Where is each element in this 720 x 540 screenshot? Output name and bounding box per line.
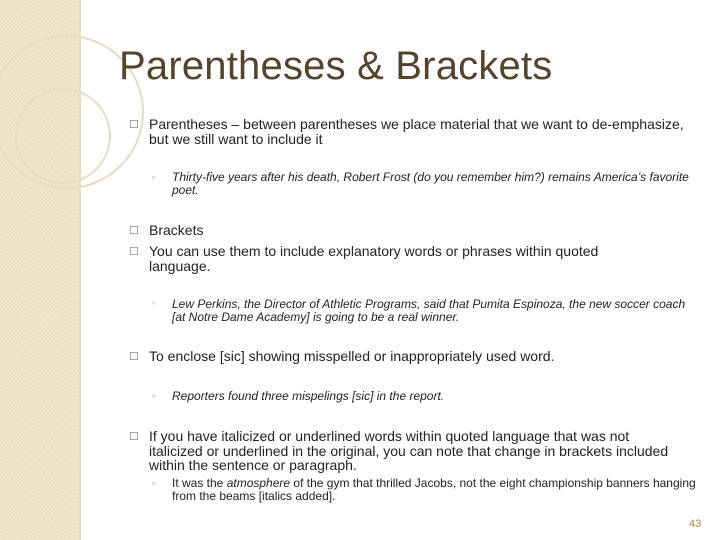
bullet-sic: To enclose [sic] showing misspelled or inappropriately used word.: [149, 348, 555, 364]
term-brackets: Brackets: [149, 222, 204, 238]
example-italics-text-end: of the gym that thrilled Jacobs, not the eight championship banners hanging from the beams [italics added].: [172, 476, 696, 503]
page-number: 43: [689, 518, 702, 530]
bullet-icon: ☐: [129, 118, 139, 131]
example-italics-added: [172, 477, 702, 503]
bullet-italics: If you have italicized or underlined words within quoted language that was not italicized or underlined in the original, you can note that change in brackets included within the sentence or paragraph.: [149, 428, 669, 473]
sub-bullet-icon: ◦: [152, 478, 156, 488]
sub-bullet-icon: ◦: [152, 172, 156, 182]
bullet-icon: ☐: [129, 350, 139, 363]
term-parentheses: Parentheses: [149, 116, 228, 132]
sub-bullet-icon: ◦: [152, 391, 156, 401]
bullet-parentheses: [149, 117, 689, 146]
example-italics-emphasis: atmosphere: [226, 476, 291, 490]
sub-bullet-icon: ◦: [152, 298, 156, 308]
decorative-circle-small: [15, 88, 111, 184]
bullet-icon: ☐: [129, 245, 139, 258]
example-parentheses: Thirty-five years after his death, Robert Frost (do you remember him?) remains America’s favorite poet.: [172, 170, 689, 197]
bullet-icon: ☐: [129, 224, 139, 237]
example-italics-text-start: It was the: [172, 476, 227, 490]
example-brackets: Lew Perkins, the Director of Athletic Programs, said that Pumita Espinoza, the new soccer coach [at Notre Dame Academy] is going to be a real winner.: [172, 297, 686, 324]
definition-parentheses: – between parentheses we place material that we want to de-emphasize, but we still want to include it: [149, 116, 684, 147]
bullet-icon: ☐: [129, 430, 139, 443]
bullet-brackets-usage: You can use them to include explanatory words or phrases within quoted language.: [149, 243, 599, 274]
slide-title: Parentheses & Brackets: [119, 44, 553, 88]
example-sic: Reporters found three mispelings [sic] in the report.: [172, 389, 445, 403]
